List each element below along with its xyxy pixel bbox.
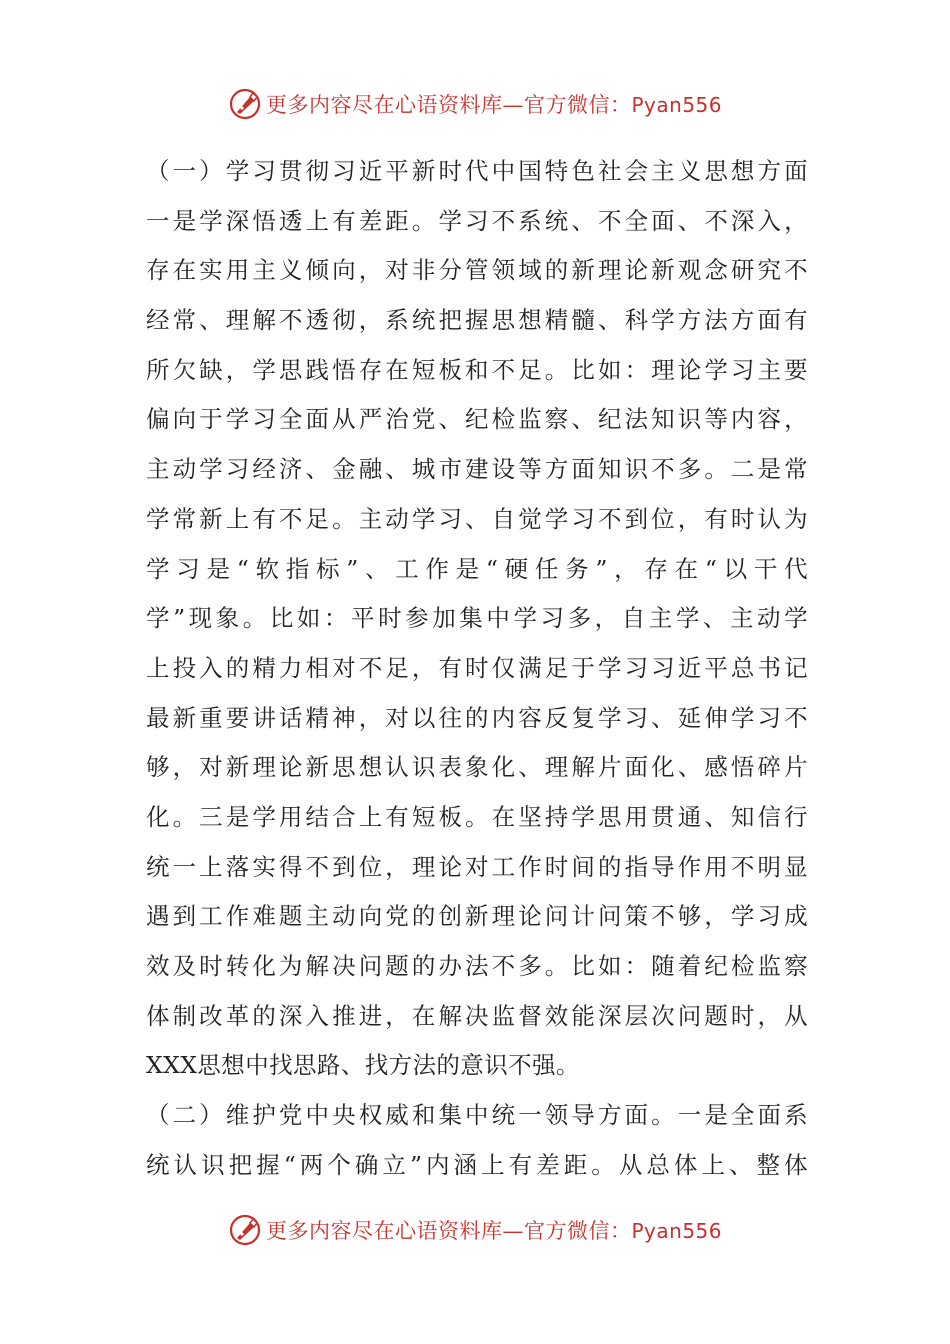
pen-nib-logo-icon bbox=[228, 1213, 262, 1247]
watermark-dash: — bbox=[502, 93, 524, 117]
text-line: 够，对新理论新思想认识表象化、理解片面化、感悟碎片 bbox=[146, 753, 808, 782]
text-line: XXX思想中找思路、找方法的意识不强。 bbox=[146, 1051, 580, 1080]
text-line: 学习是“软指标”、工作是“硬任务”，存在“以干代 bbox=[146, 554, 808, 583]
text-line: 统一上落实得不到位，理论对工作时间的指导作用不明显 bbox=[146, 852, 808, 881]
text-line: 效及时转化为解决问题的办法不多。比如：随着纪检监察 bbox=[146, 952, 808, 980]
watermark-wechat-id: Pyan556 bbox=[631, 1219, 722, 1243]
text-line: 所欠缺，学思践悟存在短板和不足。比如：理论学习主要 bbox=[146, 355, 808, 384]
text-line: 遇到工作难题主动向党的创新理论问计问策不够，学习成 bbox=[146, 902, 808, 931]
header-watermark bbox=[0, 84, 950, 124]
text-line: 学”现象。比如：平时参加集中学习多，自主学、主动学 bbox=[146, 604, 808, 633]
footer-watermark bbox=[0, 1210, 950, 1250]
text-line: （一）学习贯彻习近平新时代中国特色社会主义思想方面 bbox=[146, 157, 808, 185]
text-line: 经常、理解不透彻，系统把握思想精髓、科学方法方面有 bbox=[146, 306, 808, 335]
watermark-wechat-label: 官方微信： bbox=[523, 93, 632, 117]
text-line: 一是学深悟透上有差距。学习不系统、不全面、不深入， bbox=[146, 206, 808, 235]
text-line: 偏向于学习全面从严治党、纪检监察、纪法知识等内容， bbox=[146, 405, 808, 434]
pen-nib-logo-icon bbox=[228, 87, 262, 121]
text-line: 最新重要讲话精神，对以往的内容反复学习、延伸学习不 bbox=[146, 703, 808, 732]
watermark-wechat-id: Pyan556 bbox=[631, 93, 722, 117]
watermark-text: 更多内容尽在心语资料库 bbox=[265, 1219, 503, 1243]
text-line: 主动学习经济、金融、城市建设等方面知识不多。二是常 bbox=[146, 455, 808, 484]
text-line: 统认识把握“两个确立”内涵上有差距。从总体上、整体 bbox=[146, 1150, 808, 1179]
text-line: 存在实用主义倾向，对非分管领域的新理论新观念研究不 bbox=[146, 256, 808, 285]
text-line: 学常新上有不足。主动学习、自觉学习不到位，有时认为 bbox=[146, 504, 808, 533]
text-line: 体制改革的深入推进，在解决监督效能深层次问题时，从 bbox=[146, 1001, 808, 1030]
watermark-dash: — bbox=[502, 1219, 524, 1243]
document-body bbox=[146, 147, 808, 1190]
text-line: 化。三是学用结合上有短板。在坚持学思用贯通、知信行 bbox=[146, 802, 808, 831]
watermark-wechat-label: 官方微信： bbox=[523, 1219, 632, 1243]
text-line: 上投入的精力相对不足，有时仅满足于学习习近平总书记 bbox=[146, 653, 808, 682]
text-line: （二）维护党中央权威和集中统一领导方面。一是全面系 bbox=[146, 1101, 808, 1130]
watermark-text: 更多内容尽在心语资料库 bbox=[265, 93, 503, 117]
